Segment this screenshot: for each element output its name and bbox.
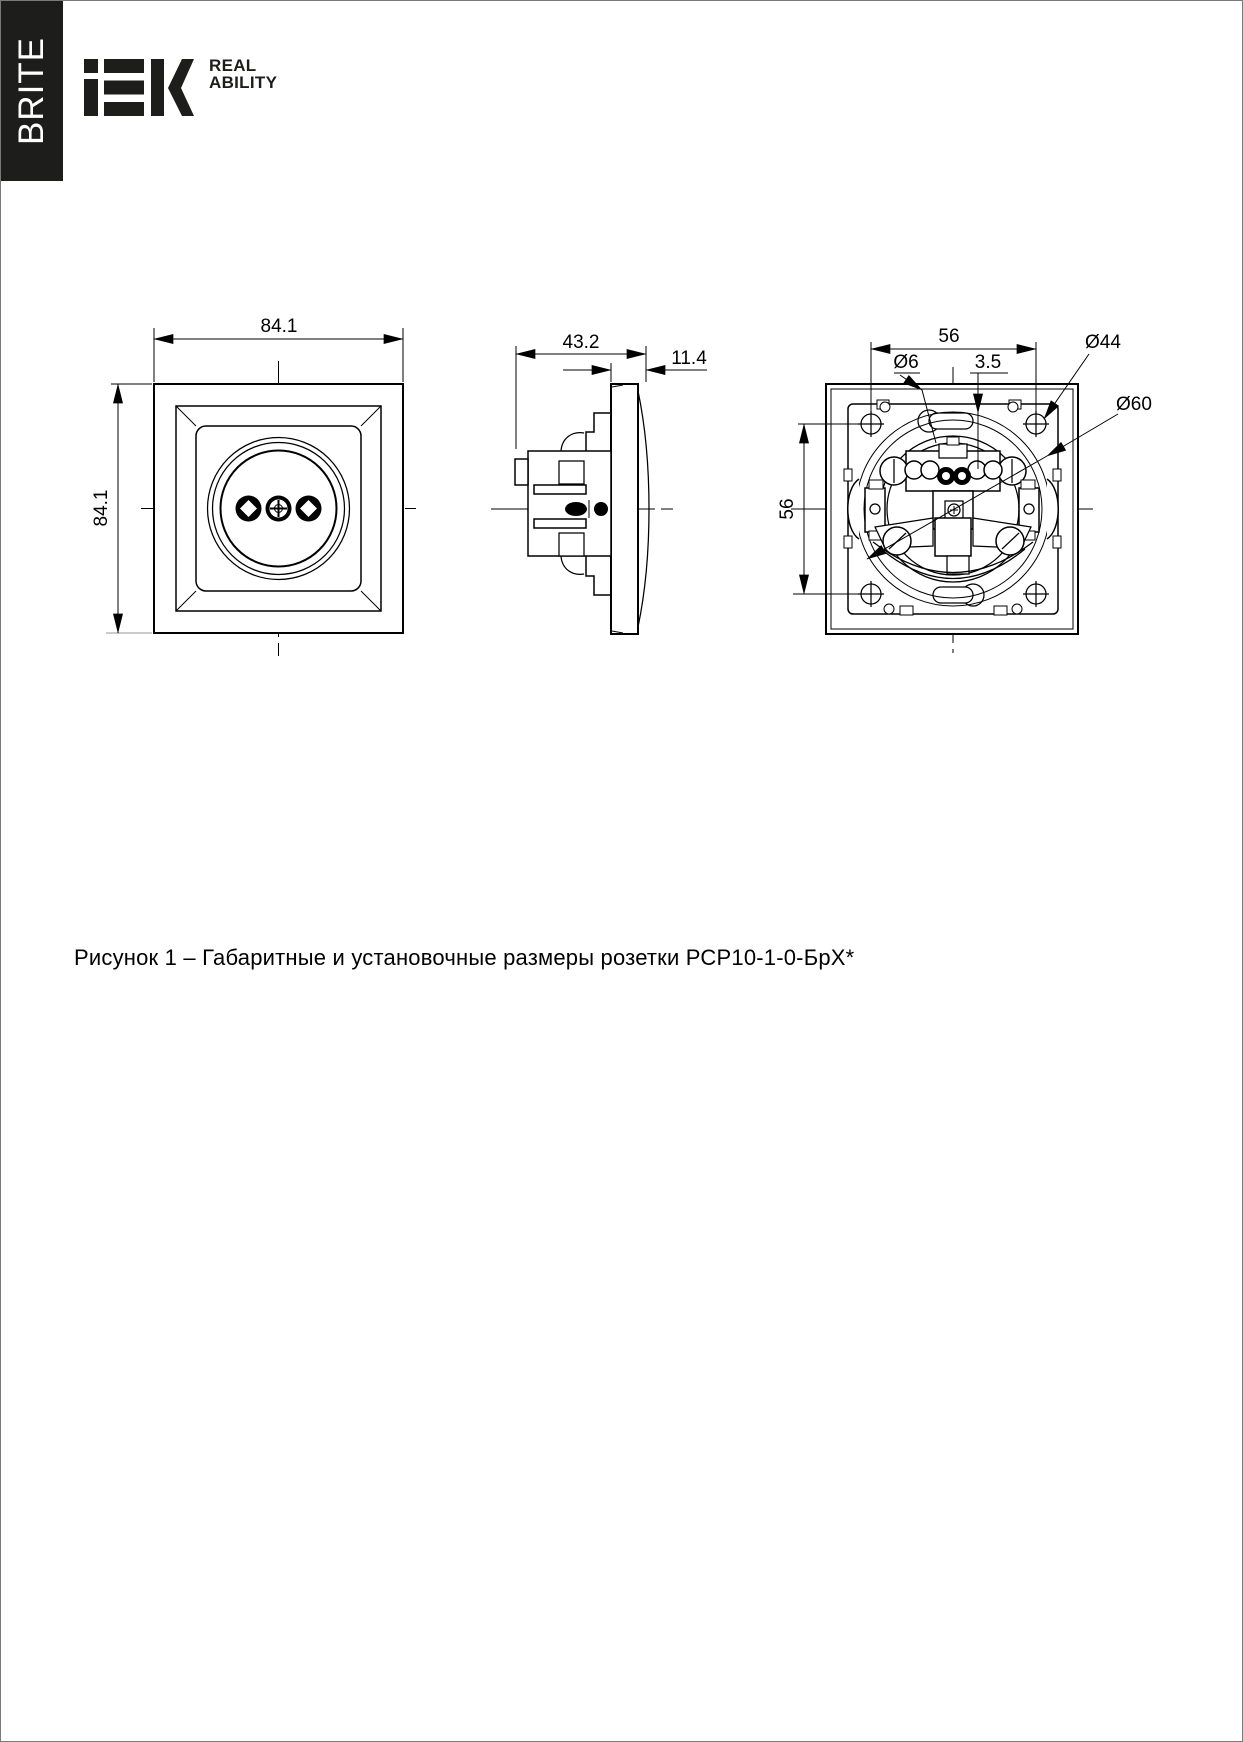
dimension-label: 56 (777, 498, 798, 520)
series-label: BRITE (12, 36, 51, 146)
tagline-line1: REAL (209, 56, 257, 75)
dimension-label: 56 (938, 326, 960, 347)
tagline-line2: ABILITY (209, 73, 278, 92)
dimension-label: 43.2 (562, 332, 600, 353)
dim-side-plate (563, 348, 707, 382)
pin-hole-left (236, 496, 262, 522)
dimension-label: 11.4 (671, 348, 707, 369)
dimension-drawing (1, 1, 1243, 1001)
figure-caption: Рисунок 1 – Габаритные и установочные размеры розетки РСР10-1-0-БрХ* (74, 945, 855, 970)
dimension-label: 84.1 (260, 316, 298, 337)
dimension-label: 84.1 (91, 489, 112, 527)
center-screw (266, 496, 292, 522)
dimension-label: Ø60 (1116, 394, 1152, 415)
dimension-label: Ø44 (1085, 332, 1121, 353)
front-view-drawing (91, 316, 416, 656)
dimension-label: Ø6 (893, 352, 919, 373)
dimension-label: 3.5 (974, 352, 1002, 373)
side-mechanism (515, 413, 611, 595)
side-view-drawing (491, 332, 707, 634)
rear-view-drawing (777, 326, 1152, 653)
pin-hole-right (296, 496, 322, 522)
